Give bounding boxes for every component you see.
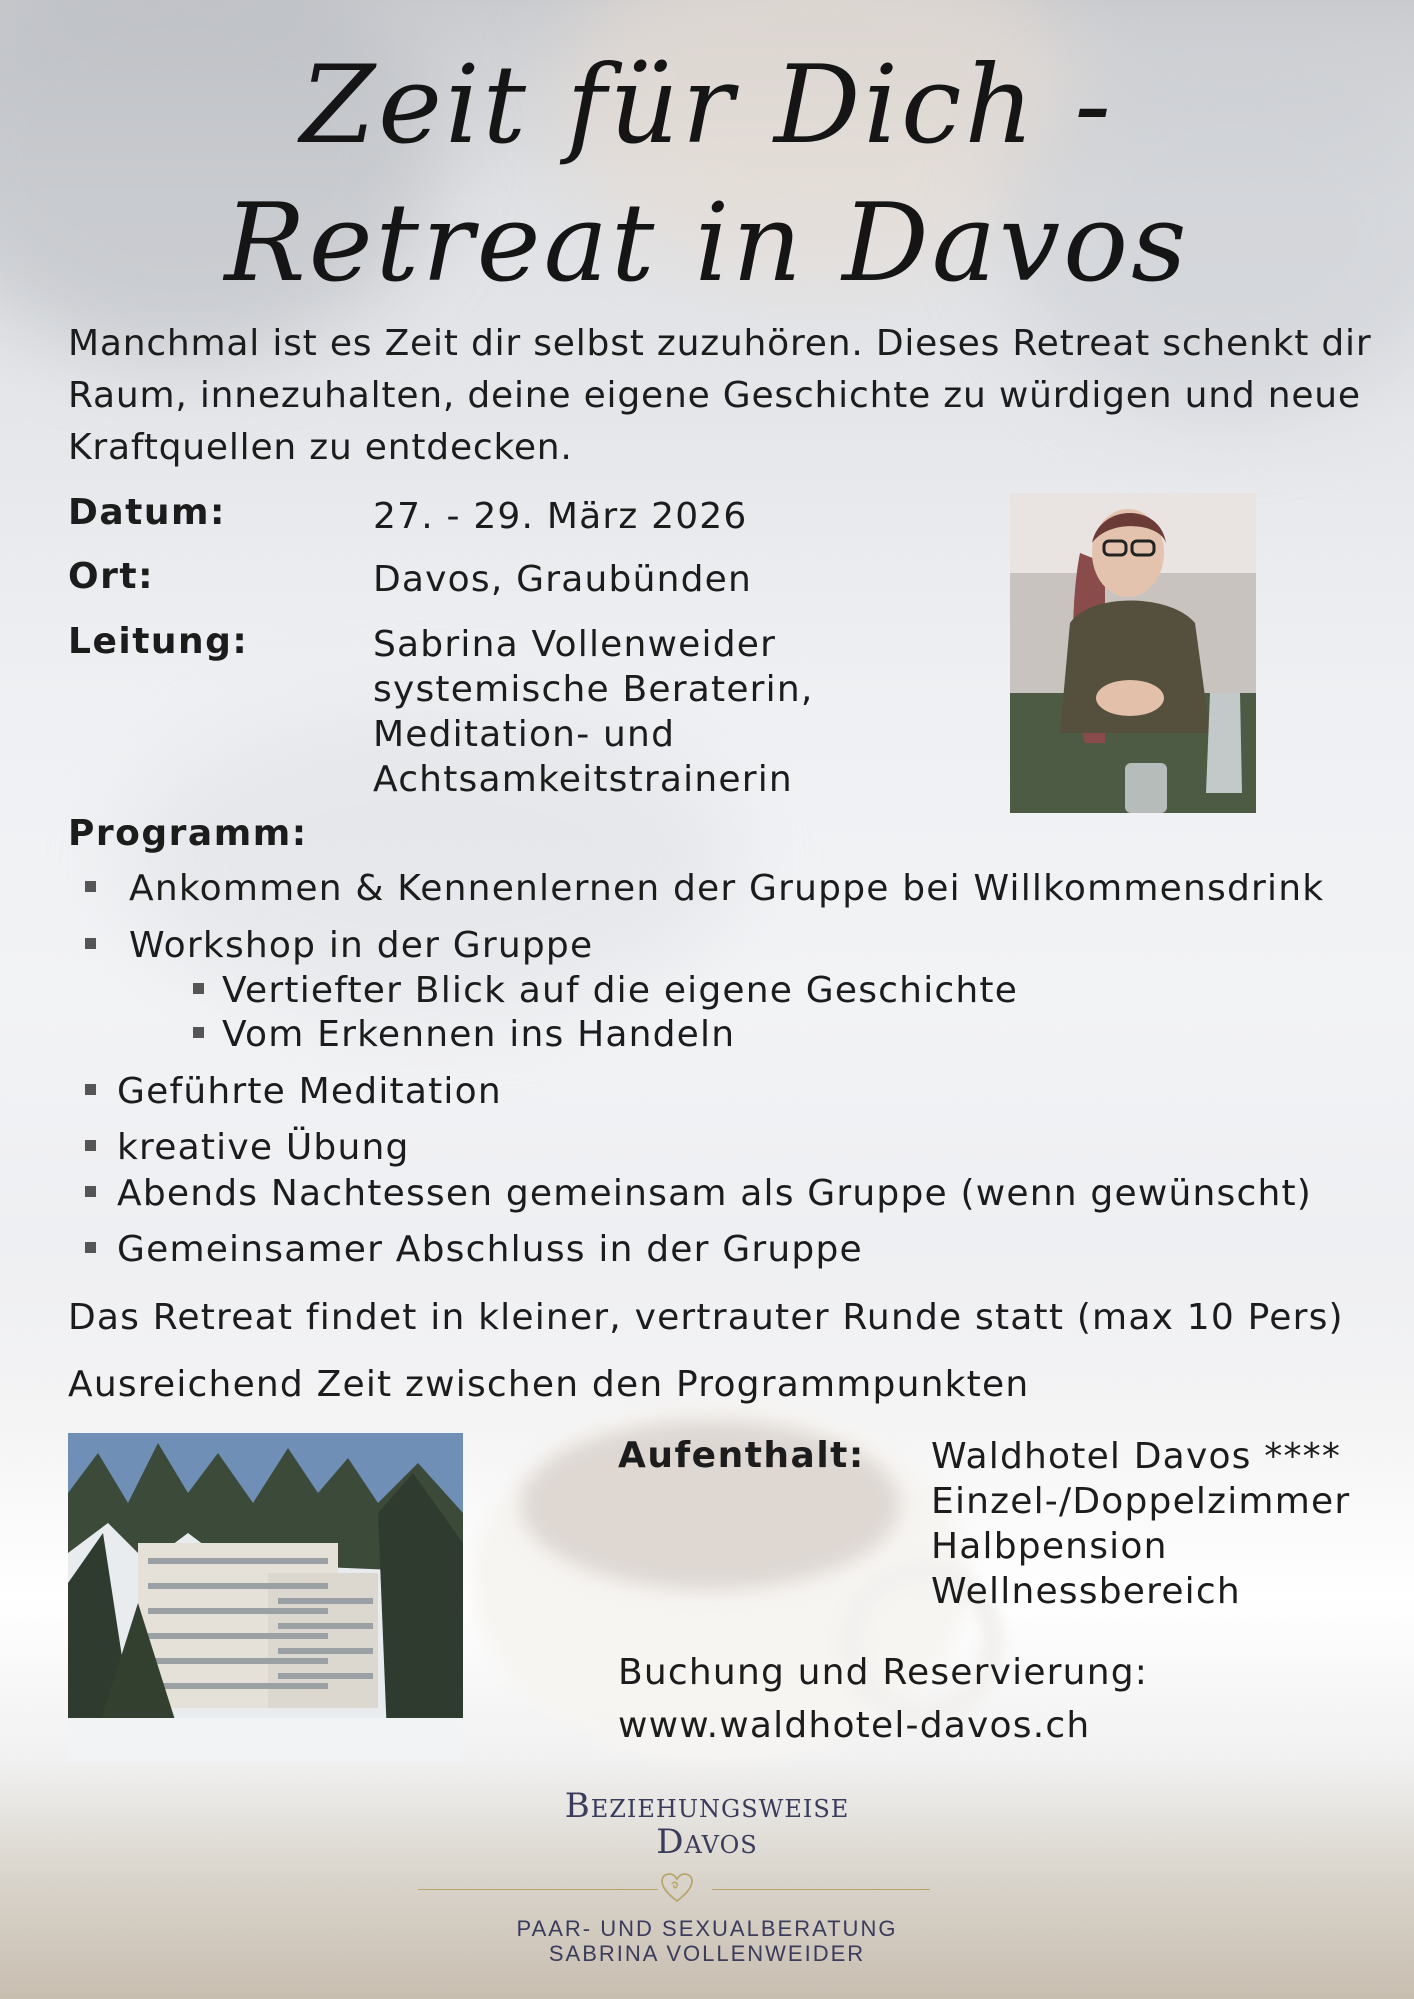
note-small-group: Das Retreat findet in kleiner, vertrauter Runde statt (max 10 Pers) [68,1297,1344,1338]
logo-divider-right [712,1889,930,1890]
list-item: Workshop in der Gruppe [85,925,593,966]
ort-label: Ort: [68,556,154,597]
list-item: kreative Übung [85,1127,410,1168]
list-item: Abends Nachtessen gemeinsam als Gruppe (wenn gewünscht) [85,1173,1312,1214]
hotel-photo [68,1433,463,1761]
leitung-line: systemische Beraterin, [373,669,814,710]
leitung-value [373,622,814,802]
aufenthalt-line: Waldhotel Davos **** [931,1436,1342,1477]
aufenthalt-line: Einzel-/Doppelzimmer [931,1481,1351,1522]
bullet-icon [85,1242,96,1253]
bullet-icon [85,1084,96,1095]
logo-tagline-line-2: SABRINA VOLLENWEIDER [548,1941,866,1966]
aufenthalt-label: Aufenthalt: [618,1435,865,1476]
booking-label: Buchung und Reservierung: [618,1652,1149,1693]
title-line-2: Retreat in Davos [224,181,1190,306]
sub-list-item: Vertiefter Blick auf die eigene Geschichte [193,970,1018,1011]
bullet-icon [85,1186,96,1197]
list-item: Geführte Meditation [85,1071,502,1112]
logo-tagline-line-1: PAAR- UND SEXUALBERATUNG [516,1916,898,1941]
list-item: Ankommen & Kennenlernen der Gruppe bei Willkommensdrink [85,868,1324,909]
portrait-photo [1010,493,1256,813]
bullet-icon [85,1140,96,1151]
logo-divider-left [418,1889,658,1890]
logo-name-line-1: Beziehungsweise [564,1786,850,1826]
aufenthalt-line: Halbpension [931,1526,1168,1567]
bullet-icon [85,881,96,892]
programm-label: Programm: [68,813,308,854]
heart-icon [660,1872,694,1904]
bullet-icon [193,983,204,994]
aufenthalt-value [931,1434,1350,1614]
leitung-label: Leitung: [68,621,249,662]
leitung-line: Achtsamkeitstrainerin [373,759,793,800]
note-free-time: Ausreichend Zeit zwischen den Programmpunkten [68,1364,1030,1405]
bullet-icon [85,938,96,949]
leitung-line: Meditation- und [373,714,676,755]
title-line-1: Zeit für Dich - [300,43,1114,168]
leitung-line: Sabrina Vollenweider [373,624,777,665]
bullet-icon [193,1027,204,1038]
intro-text: Manchmal ist es Zeit dir selbst zuzuhören. Dieses Retreat schenkt dir Raum, innezuhalten, deine eigene Geschichte zu würdigen und neue Kraftquellen zu entdecken. [68,323,1372,468]
datum-label: Datum: [68,492,226,533]
ort-value: Davos, Graubünden [373,559,753,600]
booking-url[interactable]: www.waldhotel-davos.ch [618,1705,1091,1746]
aufenthalt-line: Wellnessbereich [931,1571,1241,1612]
list-item: Gemeinsamer Abschluss in der Gruppe [85,1229,863,1270]
logo-tagline [400,1916,1014,1966]
logo-name-line-2: Davos [656,1822,758,1862]
logo [400,1788,1014,1860]
datum-value: 27. - 29. März 2026 [373,496,748,537]
sub-list-item: Vom Erkennen ins Handeln [193,1014,735,1055]
